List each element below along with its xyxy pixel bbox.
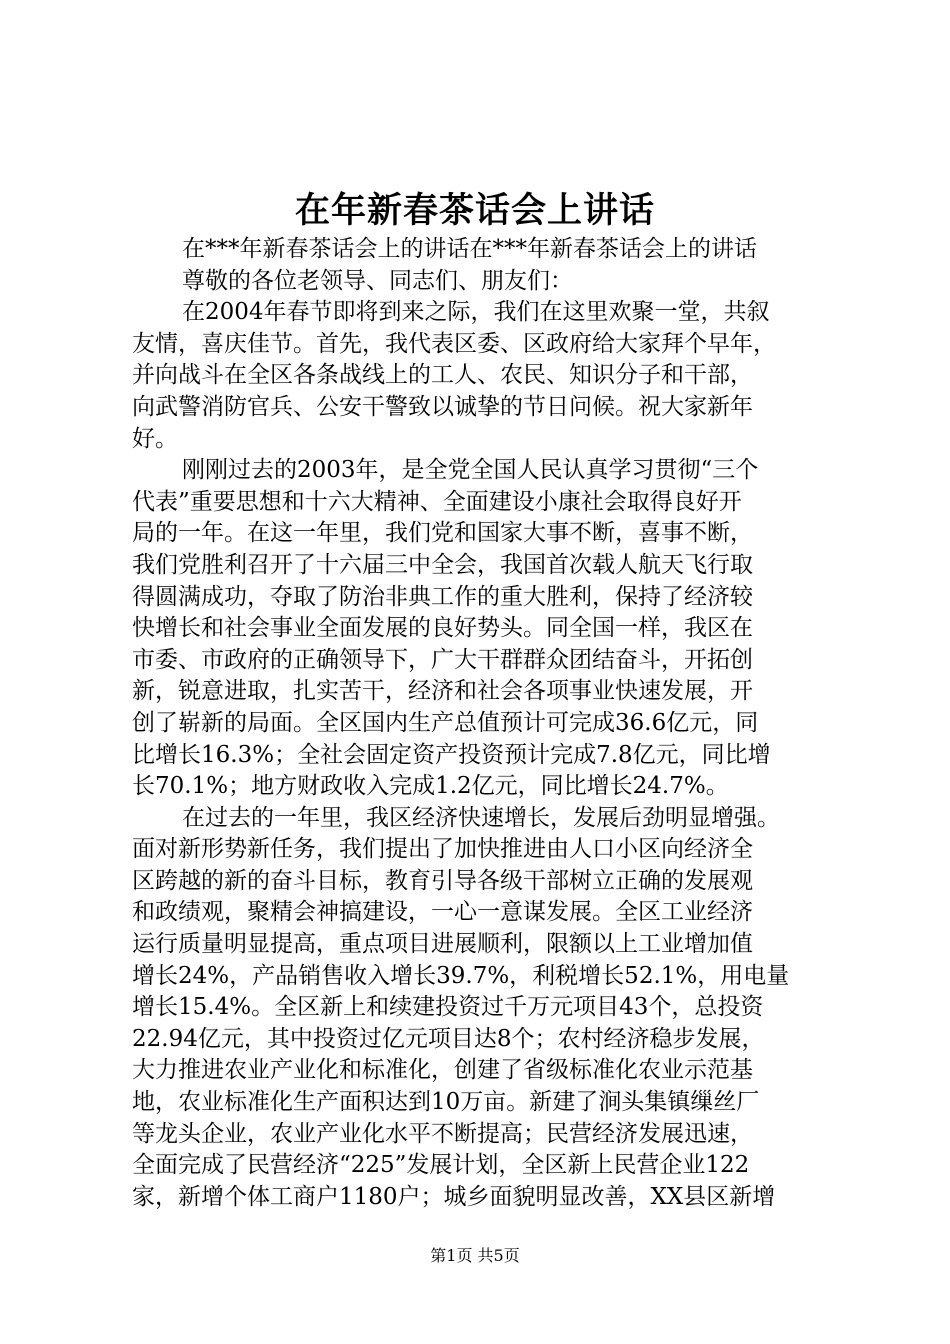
document-body — [132, 234, 842, 1213]
body-line: 和政绩观，聚精会神搞建设，一心一意谋发展。全区工业经济 — [132, 899, 753, 926]
body-line: 尊敬的各位老领导、同志们、朋友们： — [182, 267, 573, 294]
body-line: 在2004年春节即将到来之际，我们在这里欢聚一堂，共叙 — [182, 299, 770, 326]
body-line: 比增长16.3%；全社会固定资产投资预计完成7.8亿元，同比增 — [132, 741, 771, 768]
body-line: 运行质量明显提高，重点项目进展顺利，限额以上工业增加值 — [132, 931, 753, 958]
body-line: 局的一年。在这一年里，我们党和国家大事不断，喜事不断， — [132, 520, 753, 547]
body-line: 刚刚过去的2003年，是全党全国人民认真学习贯彻“三个 — [182, 457, 759, 484]
body-line: 在***年新春茶话会上的讲话在***年新春茶话会上的讲话 — [182, 236, 757, 262]
body-line: 地，农业标准化生产面积达到10万亩。新建了涧头集镇缫丝厂 — [132, 1089, 760, 1116]
body-line: 快增长和社会事业全面发展的良好势头。同全国一样，我区在 — [132, 615, 753, 642]
body-line: 增长24%，产品销售收入增长39.7%，利税增长52.1%，用电量 — [132, 962, 790, 989]
body-line: 市委、市政府的正确领导下，广大干群群众团结奋斗，开拓创 — [132, 646, 753, 673]
body-line: 面对新形势新任务，我们提出了加快推进由人口小区向经济全 — [132, 836, 753, 863]
body-line: 向武警消防官兵、公安干警致以诚挚的节日问候。祝大家新年 — [132, 393, 753, 420]
body-line: 增长15.4%。全区新上和续建投资过千万元项目43个，总投资 — [132, 994, 764, 1021]
body-line: 22.94亿元，其中投资过亿元项目达8个；农村经济稳步发展， — [132, 1025, 765, 1052]
body-line: 得圆满成功，夺取了防治非典工作的重大胜利，保持了经济较 — [132, 583, 753, 610]
body-line: 全面完成了民营经济“225”发展计划，全区新上民营企业122 — [132, 1152, 750, 1179]
body-line: 大力推进农业产业化和标准化，创建了省级标准化农业示范基 — [132, 1057, 753, 1084]
body-line: 好。 — [132, 425, 178, 452]
body-line: 家，新增个体工商户1180户；城乡面貌明显改善，XX县区新增 — [132, 1183, 776, 1210]
body-line: 并向战斗在全区各条战线上的工人、农民、知识分子和干部， — [132, 362, 753, 389]
body-line: 在过去的一年里，我区经济快速增长，发展后劲明显增强。 — [182, 804, 780, 831]
body-line: 创了崭新的局面。全区国内生产总值预计可完成36.6亿元，同 — [132, 709, 759, 736]
page-footer: 第1页 共5页 — [430, 1246, 520, 1265]
body-line: 新，锐意进取，扎实苦干，经济和社会各项事业快速发展，开 — [132, 678, 753, 705]
body-line: 等龙头企业，农业产业化水平不断提高；民营经济发展迅速， — [132, 1120, 753, 1147]
body-line: 我们党胜利召开了十六届三中全会，我国首次载人航天飞行取 — [132, 551, 753, 578]
body-line: 区跨越的新的奋斗目标，教育引导各级干部树立正确的发展观 — [132, 867, 753, 894]
body-line: 长70.1%；地方财政收入完成1.2亿元，同比增长24.7%。 — [132, 773, 729, 800]
body-line: 友情，喜庆佳节。首先，我代表区委、区政府给大家拜个早年， — [132, 330, 776, 357]
document-title: 在年新春茶话会上讲话 — [294, 190, 655, 231]
body-line: 代表”重要思想和十六大精神、全面建设小康社会取得良好开 — [132, 488, 742, 515]
